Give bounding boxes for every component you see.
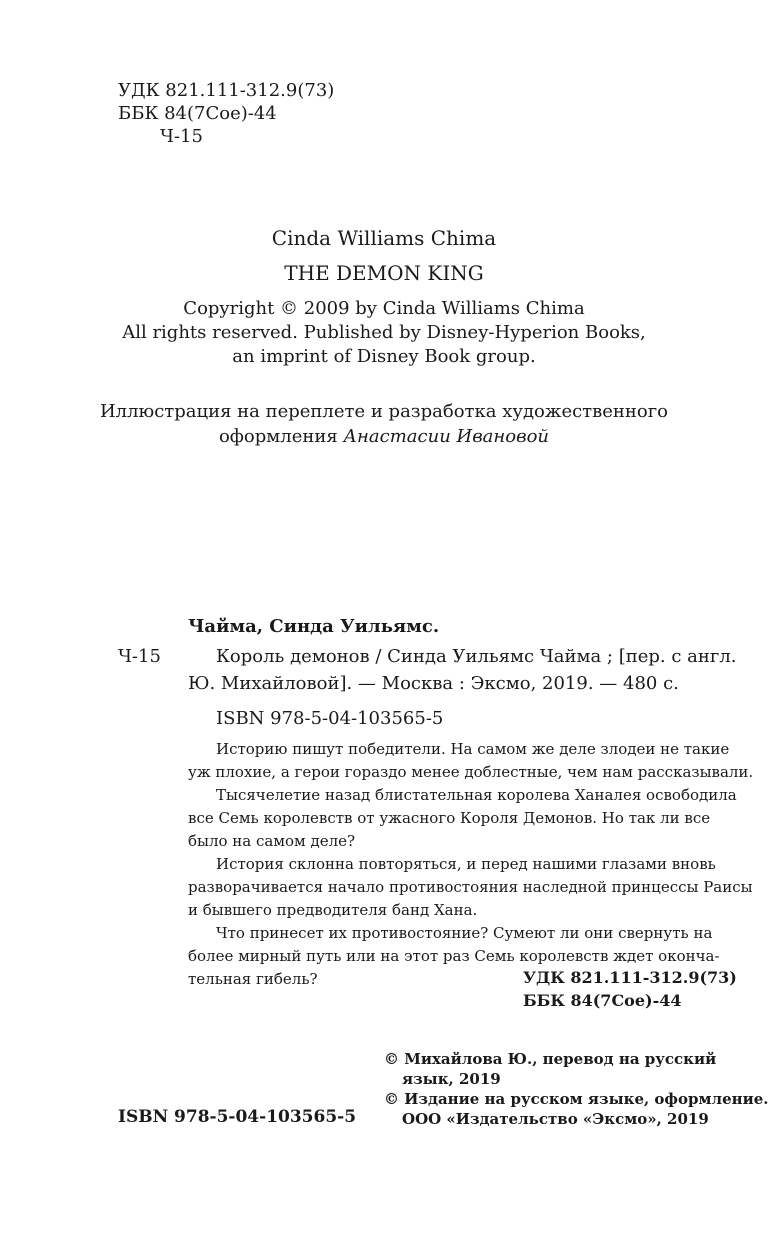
annotation-line: было на самом деле? [188,832,356,850]
catalog-isbn: ISBN 978-5-04-103565-5 [216,708,444,729]
illustration-line1: Иллюстрация на переплете и разработка художественного [99,401,669,422]
original-title: THE DEMON KING [284,261,484,285]
copyright-edition-line1: © Издание на русском языке, оформление. [384,1090,768,1108]
annotation-line: Историю пишут победители. На самом же деле злодеи не такие [216,740,730,758]
bbk-code: ББК 84(7Сое)-44 [118,103,277,124]
illustration-prefix: оформления [218,426,344,447]
annotation-line: Тысячелетие назад блистательная королева Ханалея освободила [216,786,737,804]
bottom-bbk: ББК 84(7Сое)-44 [523,991,682,1010]
annotation-line: История склонна повторяться, и перед нашими глазами вновь [216,855,716,873]
catalog-sign: Ч-15 [118,646,161,667]
copyright-edition-line2: ООО «Издательство «Эксмо», 2019 [402,1110,709,1128]
author-sign: Ч-15 [160,126,203,147]
original-author: Cinda Williams Chima [271,226,497,250]
copyright-line: Copyright © 2009 by Cinda Williams Chima [183,298,585,319]
copyright-translation-line2: язык, 2019 [402,1070,501,1088]
annotation-line: все Семь королевств от ужасного Короля Демонов. Но так ли все [188,809,711,827]
illustration-artist: Анастасии Ивановой [343,426,550,447]
rights-line: All rights reserved. Published by Disney-Hyperion Books, [122,322,646,343]
catalog-desc-line2: Ю. Михайловой]. — Москва : Эксмо, 2019. — 480 с. [188,673,679,694]
copyright-translation-line1: © Михайлова Ю., перевод на русский [384,1050,717,1068]
annotation-line: Что принесет их противостояние? Сумеют ли они свернуть на [216,924,713,942]
bottom-udk: УДК 821.111-312.9(73) [523,968,737,987]
catalog-heading: Чайма, Синда Уильямс. [188,616,440,637]
illustration-line2 [0,426,768,447]
imprint-line: an imprint of Disney Book group. [232,346,536,367]
udk-code: УДК 821.111-312.9(73) [118,80,335,101]
annotation-line: тельная гибель? [188,970,318,988]
annotation-line: более мирный путь или на этот раз Семь королевств ждет оконча- [188,947,720,965]
isbn-bottom: ISBN 978-5-04-103565-5 [118,1107,357,1127]
annotation-line: и бывшего предводителя банд Хана. [188,901,478,919]
annotation-line: уж плохие, а герои гораздо менее доблестные, чем нам рассказывали. [188,763,754,781]
catalog-desc-line1: Король демонов / Синда Уильямс Чайма ; [пер. с англ. [216,646,737,667]
annotation-line: разворачивается начало противостояния наследной принцессы Раисы [188,878,753,896]
